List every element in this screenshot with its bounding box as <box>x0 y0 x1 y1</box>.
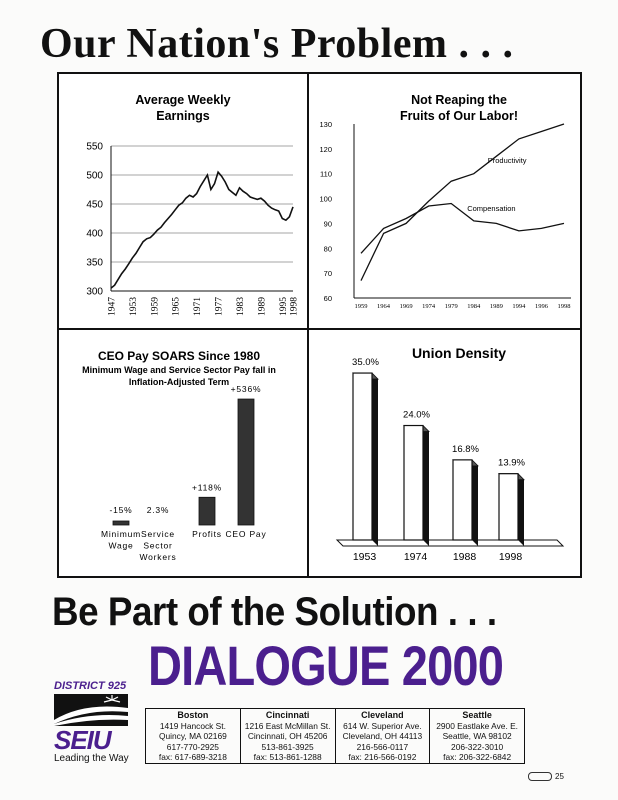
bar <box>353 373 372 540</box>
page-number: 25 <box>555 772 564 781</box>
y-tick-label: 120 <box>319 144 332 154</box>
office-phone: 617-770-2925 <box>166 741 219 752</box>
chart-fruits-of-labor <box>309 74 582 328</box>
office-cincinnati <box>241 709 336 763</box>
office-fax: fax: 617-689-3218 <box>158 752 227 763</box>
x-tick-label: 1964 <box>377 303 391 310</box>
office-cleveland <box>336 709 431 763</box>
union-bug-icon <box>528 772 552 781</box>
productivity-line <box>361 124 564 281</box>
office-city: Cincinnati <box>265 710 310 720</box>
office-fax: fax: 216-566-0192 <box>348 752 417 763</box>
x-tick-label: 1959 <box>354 303 368 310</box>
logo-district: DISTRICT 925 <box>54 680 127 692</box>
y-tick-label: 90 <box>323 219 332 229</box>
data-label: 13.9% <box>498 457 525 469</box>
category-label: 1988 <box>452 551 477 563</box>
bar-side <box>423 426 429 546</box>
office-phone: 513-861-3925 <box>261 741 314 752</box>
chart-ceo-pay <box>59 330 307 578</box>
chart3-title: CEO Pay SOARS Since 1980 <box>97 349 261 363</box>
bar-side <box>472 460 478 546</box>
category-label: Sector <box>143 540 173 551</box>
x-tick-label: 1989 <box>489 303 503 310</box>
x-tick-label: 1953 <box>128 297 139 316</box>
bar-side <box>518 474 524 546</box>
category-label: Profits <box>192 529 222 539</box>
chart1-title-line2: Earnings <box>156 109 210 123</box>
y-tick-label: 500 <box>86 170 103 182</box>
x-tick-label: 1989 <box>257 297 268 316</box>
bar <box>199 497 215 525</box>
y-tick-label: 60 <box>323 294 332 303</box>
y-tick-label: 130 <box>319 120 332 129</box>
office-directory <box>145 708 525 764</box>
chart-average-weekly-earnings <box>59 74 307 328</box>
category-label: 1998 <box>498 551 523 563</box>
office-phone: 216-566-0117 <box>356 741 409 752</box>
chart4-title: Union Density <box>411 345 507 361</box>
bar <box>404 426 423 540</box>
data-label: +536% <box>230 384 262 395</box>
x-tick-label: 1984 <box>467 303 481 310</box>
x-tick-label: 1971 <box>193 297 204 316</box>
x-tick-label: 1994 <box>512 303 526 310</box>
x-tick-label: 1998 <box>557 303 571 310</box>
earnings-line <box>111 172 293 288</box>
bar <box>453 460 472 540</box>
data-label: 35.0% <box>352 357 379 369</box>
data-label: +118% <box>191 482 223 493</box>
x-tick-label: 1983 <box>235 297 246 316</box>
solution-heading: Be Part of the Solution . . . <box>52 590 497 634</box>
office-phone: 206-322-3010 <box>451 741 504 752</box>
bar <box>113 521 129 525</box>
office-citystate: Cincinnati, OH 45206 <box>247 731 328 742</box>
bar <box>238 399 254 525</box>
x-tick-label: 1996 <box>534 303 548 310</box>
category-label: CEO Pay <box>225 529 267 539</box>
x-tick-label: 1998 <box>289 297 300 316</box>
office-address: 1216 East McMillan St. <box>244 720 331 731</box>
data-label: 16.8% <box>452 443 479 455</box>
chart3-subtitle-line1: Minimum Wage and Service Sector Pay fall in <box>82 365 276 375</box>
office-citystate: Quincy, MA 02169 <box>158 731 227 742</box>
office-address: 2900 Eastlake Ave. E. <box>436 720 519 731</box>
category-label: Wage <box>108 540 134 551</box>
office-address: 614 W. Superior Ave. <box>343 720 422 731</box>
y-tick-label: 400 <box>86 228 103 240</box>
chart2-title-line1: Not Reaping the <box>411 93 507 107</box>
x-tick-label: 1977 <box>214 297 225 316</box>
logo-sunburst-icon <box>54 694 128 726</box>
legend-compensation: Compensation <box>467 204 516 213</box>
office-city: Boston <box>177 710 209 720</box>
data-label: 2.3% <box>146 505 170 515</box>
x-tick-label: 1947 <box>107 297 118 316</box>
office-city: Cleveland <box>361 710 404 720</box>
category-label: Minimum <box>100 529 142 539</box>
seiu-logo <box>52 680 132 770</box>
legend-productivity: Productivity <box>487 155 527 165</box>
office-seattle <box>430 709 524 763</box>
category-label: 1974 <box>403 551 428 563</box>
y-tick-label: 110 <box>320 169 332 179</box>
page-footer <box>528 772 564 781</box>
dialogue-2000-title: DIALOGUE 2000 <box>148 634 504 697</box>
data-label: -15% <box>109 505 133 515</box>
y-tick-label: 350 <box>86 257 103 269</box>
y-tick-label: 80 <box>323 244 332 254</box>
category-label: 1953 <box>352 551 377 563</box>
chart1-title-line1: Average Weekly <box>135 93 231 107</box>
bar <box>499 474 518 540</box>
office-boston <box>146 709 241 763</box>
x-tick-label: 1979 <box>444 303 458 310</box>
compensation-line <box>361 204 564 254</box>
office-address: 1419 Hancock St. <box>159 720 226 731</box>
office-citystate: Seattle, WA 98102 <box>442 731 512 742</box>
logo-tagline: Leading the Way <box>54 753 129 764</box>
logo-seiu: SEIU <box>54 725 111 755</box>
office-fax: fax: 513-861-1288 <box>253 752 322 763</box>
category-label: Service <box>141 529 175 539</box>
chart-union-density <box>309 330 582 578</box>
floor <box>337 540 563 546</box>
x-tick-label: 1974 <box>422 303 436 310</box>
office-fax: fax: 206-322-6842 <box>443 752 512 763</box>
y-tick-label: 70 <box>323 269 332 279</box>
x-tick-label: 1965 <box>171 297 182 316</box>
x-tick-label: 1959 <box>150 297 161 316</box>
office-city: Seattle <box>462 710 492 720</box>
y-tick-label: 300 <box>86 286 103 298</box>
chart2-title-line2: Fruits of Our Labor! <box>399 109 519 123</box>
y-tick-label: 450 <box>86 199 103 211</box>
x-tick-label: 1969 <box>399 303 413 310</box>
data-label: 24.0% <box>403 409 430 421</box>
chart3-subtitle-line2: Inflation-Adjusted Term <box>128 377 230 387</box>
y-tick-label: 100 <box>319 194 332 204</box>
y-tick-label: 550 <box>86 141 103 153</box>
x-tick-label: 1995 <box>278 297 289 316</box>
category-label: Workers <box>139 552 177 562</box>
bar-side <box>372 373 378 546</box>
office-citystate: Cleveland, OH 44113 <box>342 731 423 742</box>
headline: Our Nation's Problem . . . <box>40 21 514 67</box>
chart-grid <box>57 72 582 578</box>
